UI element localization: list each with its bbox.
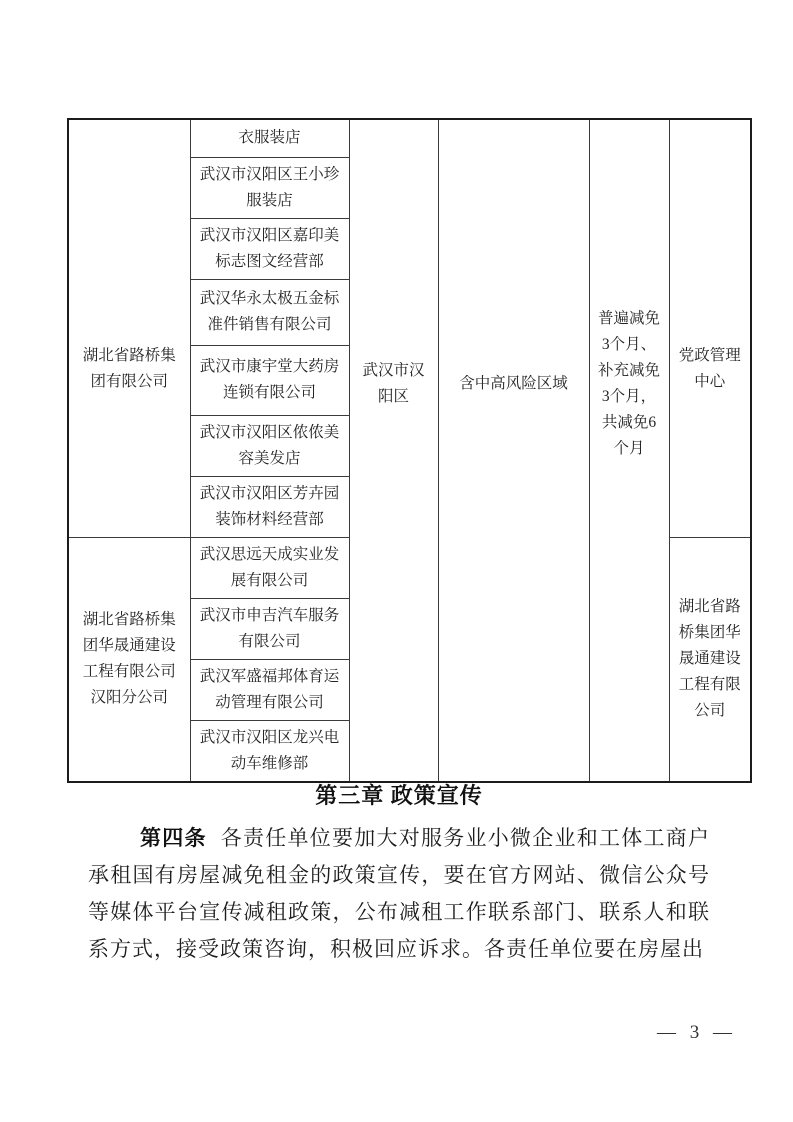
- article-paragraph: [88, 820, 710, 968]
- table-cell-managing-unit-group1: 党政管理中心: [669, 119, 751, 537]
- article-number: 第四条: [140, 826, 207, 850]
- table-cell-reduction-policy: 普遍减免3个月、补充减免3个月，共减免6个月: [589, 119, 669, 782]
- article-text: 各责任单位要加大对服务业小微企业和工体工商户承租国有房屋减免租金的政策宣传，要在官方网站、微信公众号等媒体平台宣传减租政策，公布减租工作联系部门、联系人和联系方式，接受政策咨询，积极回应诉求。各责任单位要在房屋出: [88, 826, 710, 961]
- table-cell-tenant: 武汉华永太极五金标准件销售有限公司: [190, 279, 349, 345]
- chapter-heading: 第三章 政策宣传: [315, 783, 483, 808]
- table-cell-tenant: 武汉市汉阳区芳卉园装饰材料经营部: [190, 476, 349, 537]
- table-cell-risk-note: 含中高风险区域: [438, 119, 589, 782]
- table-cell-managing-unit-group2: 湖北省路桥集团华晟通建设工程有限公司: [669, 537, 751, 782]
- table-cell-tenant: 武汉军盛福邦体育运动管理有限公司: [190, 659, 349, 720]
- table-cell-company-group1: 湖北省路桥集团有限公司: [68, 119, 190, 537]
- table-row: [68, 119, 751, 157]
- table-cell-tenant: 武汉市汉阳区嘉印美标志图文经营部: [190, 218, 349, 279]
- table-cell-company-group2: 湖北省路桥集团华晟通建设工程有限公司汉阳分公司: [68, 537, 190, 782]
- table-cell-tenant: 衣服装店: [190, 119, 349, 157]
- table-cell-region: 武汉市汉阳区: [349, 119, 438, 782]
- table-cell-tenant: 武汉市汉阳区王小珍服装店: [190, 157, 349, 218]
- table-cell-tenant: 武汉市汉阳区侬侬美容美发店: [190, 415, 349, 476]
- table-cell-tenant: 武汉思远天成实业发展有限公司: [190, 537, 349, 598]
- rent-reduction-table: [67, 118, 752, 783]
- table-cell-tenant: 武汉市康宇堂大药房连锁有限公司: [190, 345, 349, 415]
- page-number: — 3 —: [657, 1022, 733, 1043]
- table-cell-tenant: 武汉市申吉汽车服务有限公司: [190, 598, 349, 659]
- table-container: [67, 118, 752, 783]
- table-cell-tenant: 武汉市汉阳区龙兴电动车维修部: [190, 720, 349, 782]
